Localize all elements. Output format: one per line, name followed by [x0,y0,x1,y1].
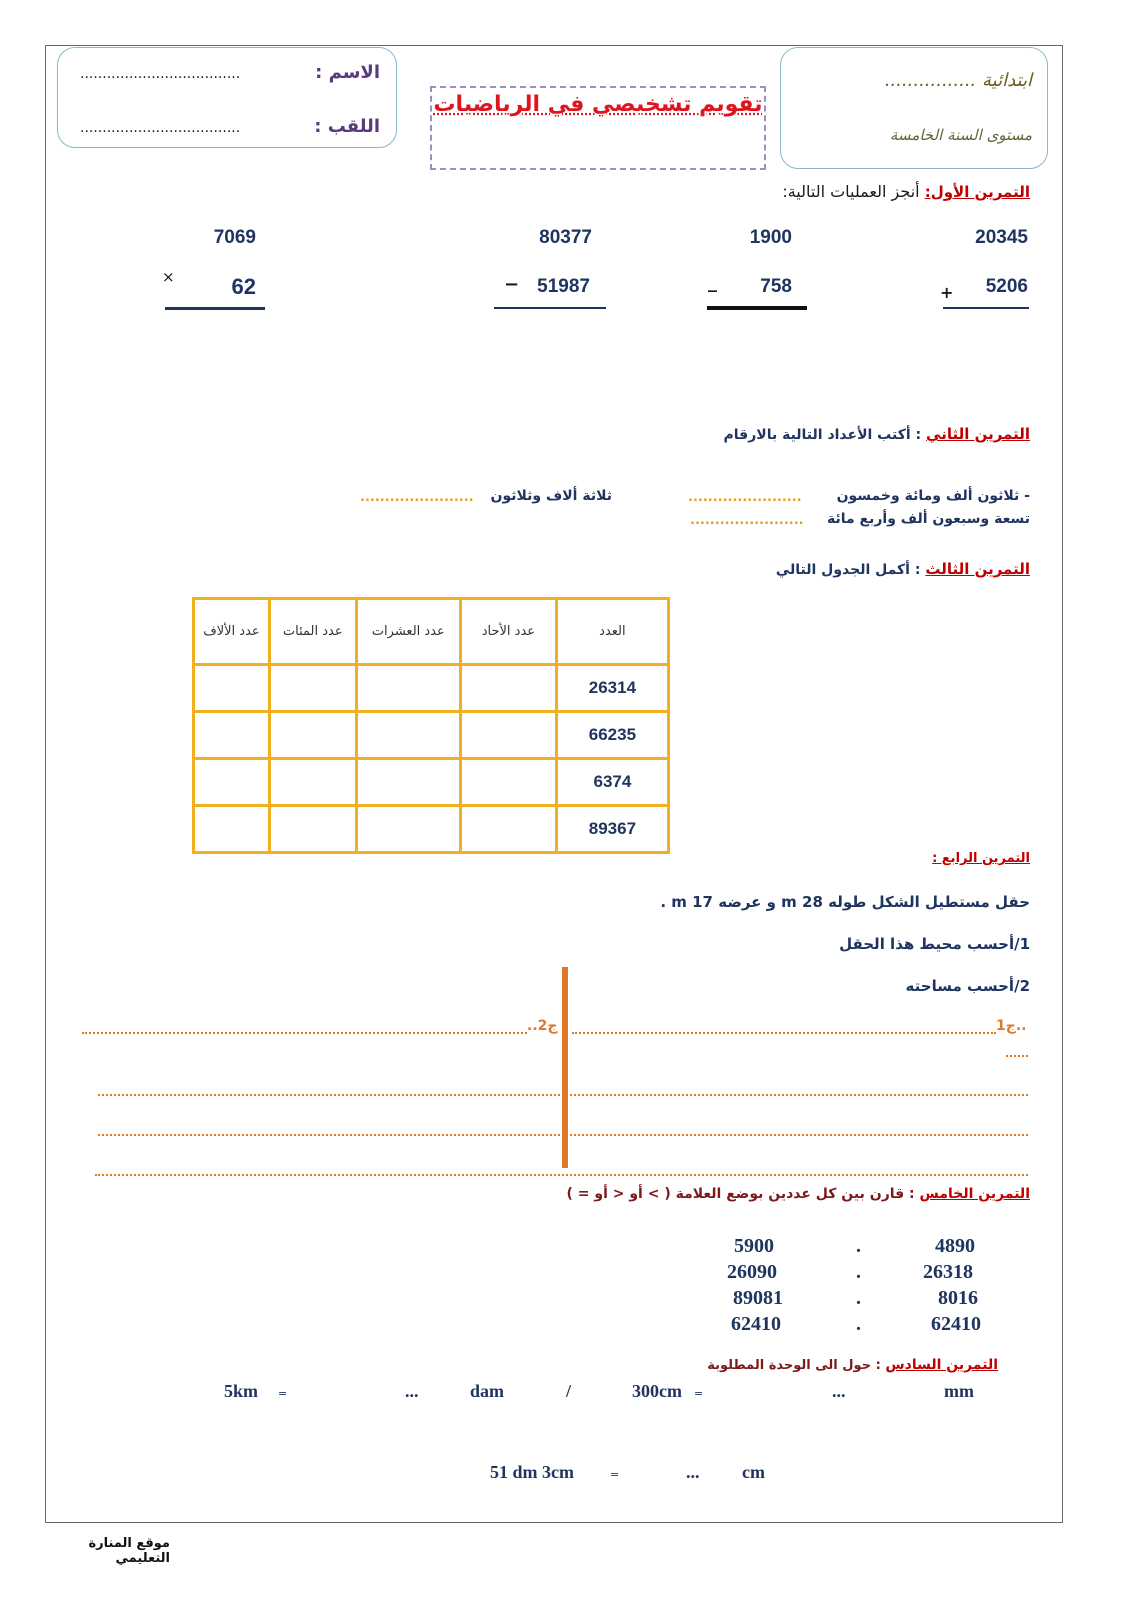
cell-input[interactable] [194,712,270,759]
conv1-eq: = [278,1387,288,1400]
table-number: 6374 [556,759,668,806]
ex3-instruction: : أكمل الجدول التالي [775,562,921,578]
cmp1-dot[interactable]: . [856,1235,861,1257]
op3-line [494,307,606,309]
header-tens: عدد العشرات [356,599,460,665]
footer-credit: موقع المنارة التعليمي [88,1536,170,1566]
cmp2-right: 26318 [923,1261,973,1283]
cell-input[interactable] [194,759,270,806]
cmp4-dot[interactable]: . [856,1313,861,1335]
answer1-text: ج1 [996,1018,1016,1034]
ex2-item1-dots[interactable]: ....................... [688,490,802,505]
ex1-title: التمرين الأول: [924,183,1030,201]
name-label: الاسم : [315,62,380,83]
cmp1-right: 4890 [935,1235,975,1257]
ex2-item2-dots[interactable]: ....................... [690,513,804,528]
cmp2-dot[interactable]: . [856,1261,861,1283]
answer2-text: ج2 [537,1018,558,1034]
conv2-value: 300cm [632,1381,682,1401]
answer-line[interactable] [98,1134,1028,1136]
cmp3-right: 8016 [938,1287,978,1309]
table-number: 89367 [556,806,668,853]
op1-line [943,307,1029,309]
cell-input[interactable] [269,712,356,759]
ex6-heading [600,1357,998,1373]
answer-line[interactable] [95,1174,1028,1176]
ex2-item2: تسعة وسبعون ألف وأربع مائة [827,511,1030,527]
ex5-heading [540,1186,1030,1202]
cell-input[interactable] [269,759,356,806]
ex2-item3-dots[interactable]: ....................... [360,490,474,505]
op2-top: 1900 [749,227,792,248]
ex5-title: التمرين الخامس [919,1186,1030,1202]
ex6-title: التمرين السادس [885,1357,998,1373]
conv-separator: / [566,1381,572,1401]
op1-bottom: 5206 [985,276,1028,297]
cmp3-left: 89081 [733,1287,783,1309]
cell-input[interactable] [461,665,557,712]
ex2-item3: ثلاثة ألاف وثلاثون [490,488,612,504]
conv1-value: 5km [224,1381,259,1401]
header-thousands: عدد الألاف [194,599,270,665]
ex1-instruction: أنجز العمليات التالية: [782,182,920,201]
level-label: مستوى السنة الخامسة [889,126,1032,144]
surname-label: اللقب : [314,116,380,137]
answer2-line[interactable] [82,1032,527,1034]
ex6-instruction: : حول الى الوحدة المطلوبة [707,1358,881,1373]
ex4-title: التمرين الرابع : [932,851,1030,866]
op4-sign: × [162,268,175,286]
cmp2-left: 26090 [727,1261,777,1283]
op2-line [707,306,807,310]
name-dots[interactable]: .................................... [80,66,241,82]
answer1-label: ..ج1 [996,1018,1027,1034]
answer-line[interactable] [98,1094,1028,1096]
cell-input[interactable] [356,806,460,853]
ex2-heading [600,425,1030,443]
table-number: 66235 [556,712,668,759]
cell-input[interactable] [269,806,356,853]
op3-bottom: 51987 [537,276,590,297]
conv1-unit: dam [470,1381,505,1401]
cell-input[interactable] [356,665,460,712]
cmp3-dot[interactable]: . [856,1287,861,1309]
cmp4-right: 62410 [931,1313,981,1335]
cell-input[interactable] [356,759,460,806]
cmp4-left: 62410 [731,1313,781,1335]
answer-divider [562,967,568,1168]
place-value-table [192,597,670,854]
cell-input[interactable] [461,759,557,806]
cell-input[interactable] [269,665,356,712]
op2-bottom: 758 [760,276,792,297]
cmp1-left: 5900 [734,1235,774,1257]
header-ones: عدد الأحاد [461,599,557,665]
cell-input[interactable] [461,712,557,759]
cell-input[interactable] [194,806,270,853]
ex5-instruction: : قارن بين كل عددين بوضع العلامة ( > أو < أو = ) [566,1186,915,1202]
conv2-eq: = [694,1387,704,1400]
school-info-box [780,47,1048,169]
op4-bottom: 62 [231,274,256,299]
ex4-q2: 2/أحسب مساحته [905,977,1030,995]
answer1-line[interactable] [572,1032,996,1034]
conv3-answer[interactable]: ... [686,1462,700,1482]
school-label: ابتدائية ................ [884,70,1032,91]
op4-top: 7069 [213,227,256,248]
surname-dots[interactable]: .................................... [80,120,241,136]
conv3-value: 51 dm 3cm [490,1462,574,1482]
op4-line [165,307,265,310]
conv3-unit: cm [742,1462,765,1482]
conv1-answer[interactable]: ... [405,1381,419,1401]
ex4-q1: 1/أحسب محيط هذا الحقل [839,935,1030,953]
op3-sign: − [504,274,520,295]
header-number: العدد [556,599,668,665]
ex2-item1: - ثلاثون ألف ومائة وخمسون [836,488,1030,504]
header-hundreds: عدد المئات [269,599,356,665]
ex3-heading [600,560,1030,578]
op3-top: 80377 [539,227,592,248]
page-title: تقويم تشخيصي في الرياضيات [433,92,763,117]
op2-sign: _ [708,272,717,293]
conv2-answer[interactable]: ... [832,1381,846,1401]
op1-top: 20345 [975,227,1028,248]
table-number: 26314 [556,665,668,712]
cell-input[interactable] [194,665,270,712]
cell-input[interactable] [356,712,460,759]
cell-input[interactable] [461,806,557,853]
answer1-line-2[interactable] [1006,1055,1028,1057]
answer2-label: ج2.. [527,1018,558,1034]
ex2-instruction: : أكتب الأعداد التالية بالارقام [723,427,922,443]
conv3-eq: = [610,1468,620,1481]
ex4-statement: حقل مستطيل الشكل طوله m 28 و عرضه 17 m . [660,893,1030,911]
conv2-unit: mm [944,1381,974,1401]
ex2-title: التمرين الثاني [926,425,1030,443]
ex1-heading [600,182,1030,201]
ex3-title: التمرين الثالث [925,560,1030,578]
op1-sign: + [940,283,954,302]
